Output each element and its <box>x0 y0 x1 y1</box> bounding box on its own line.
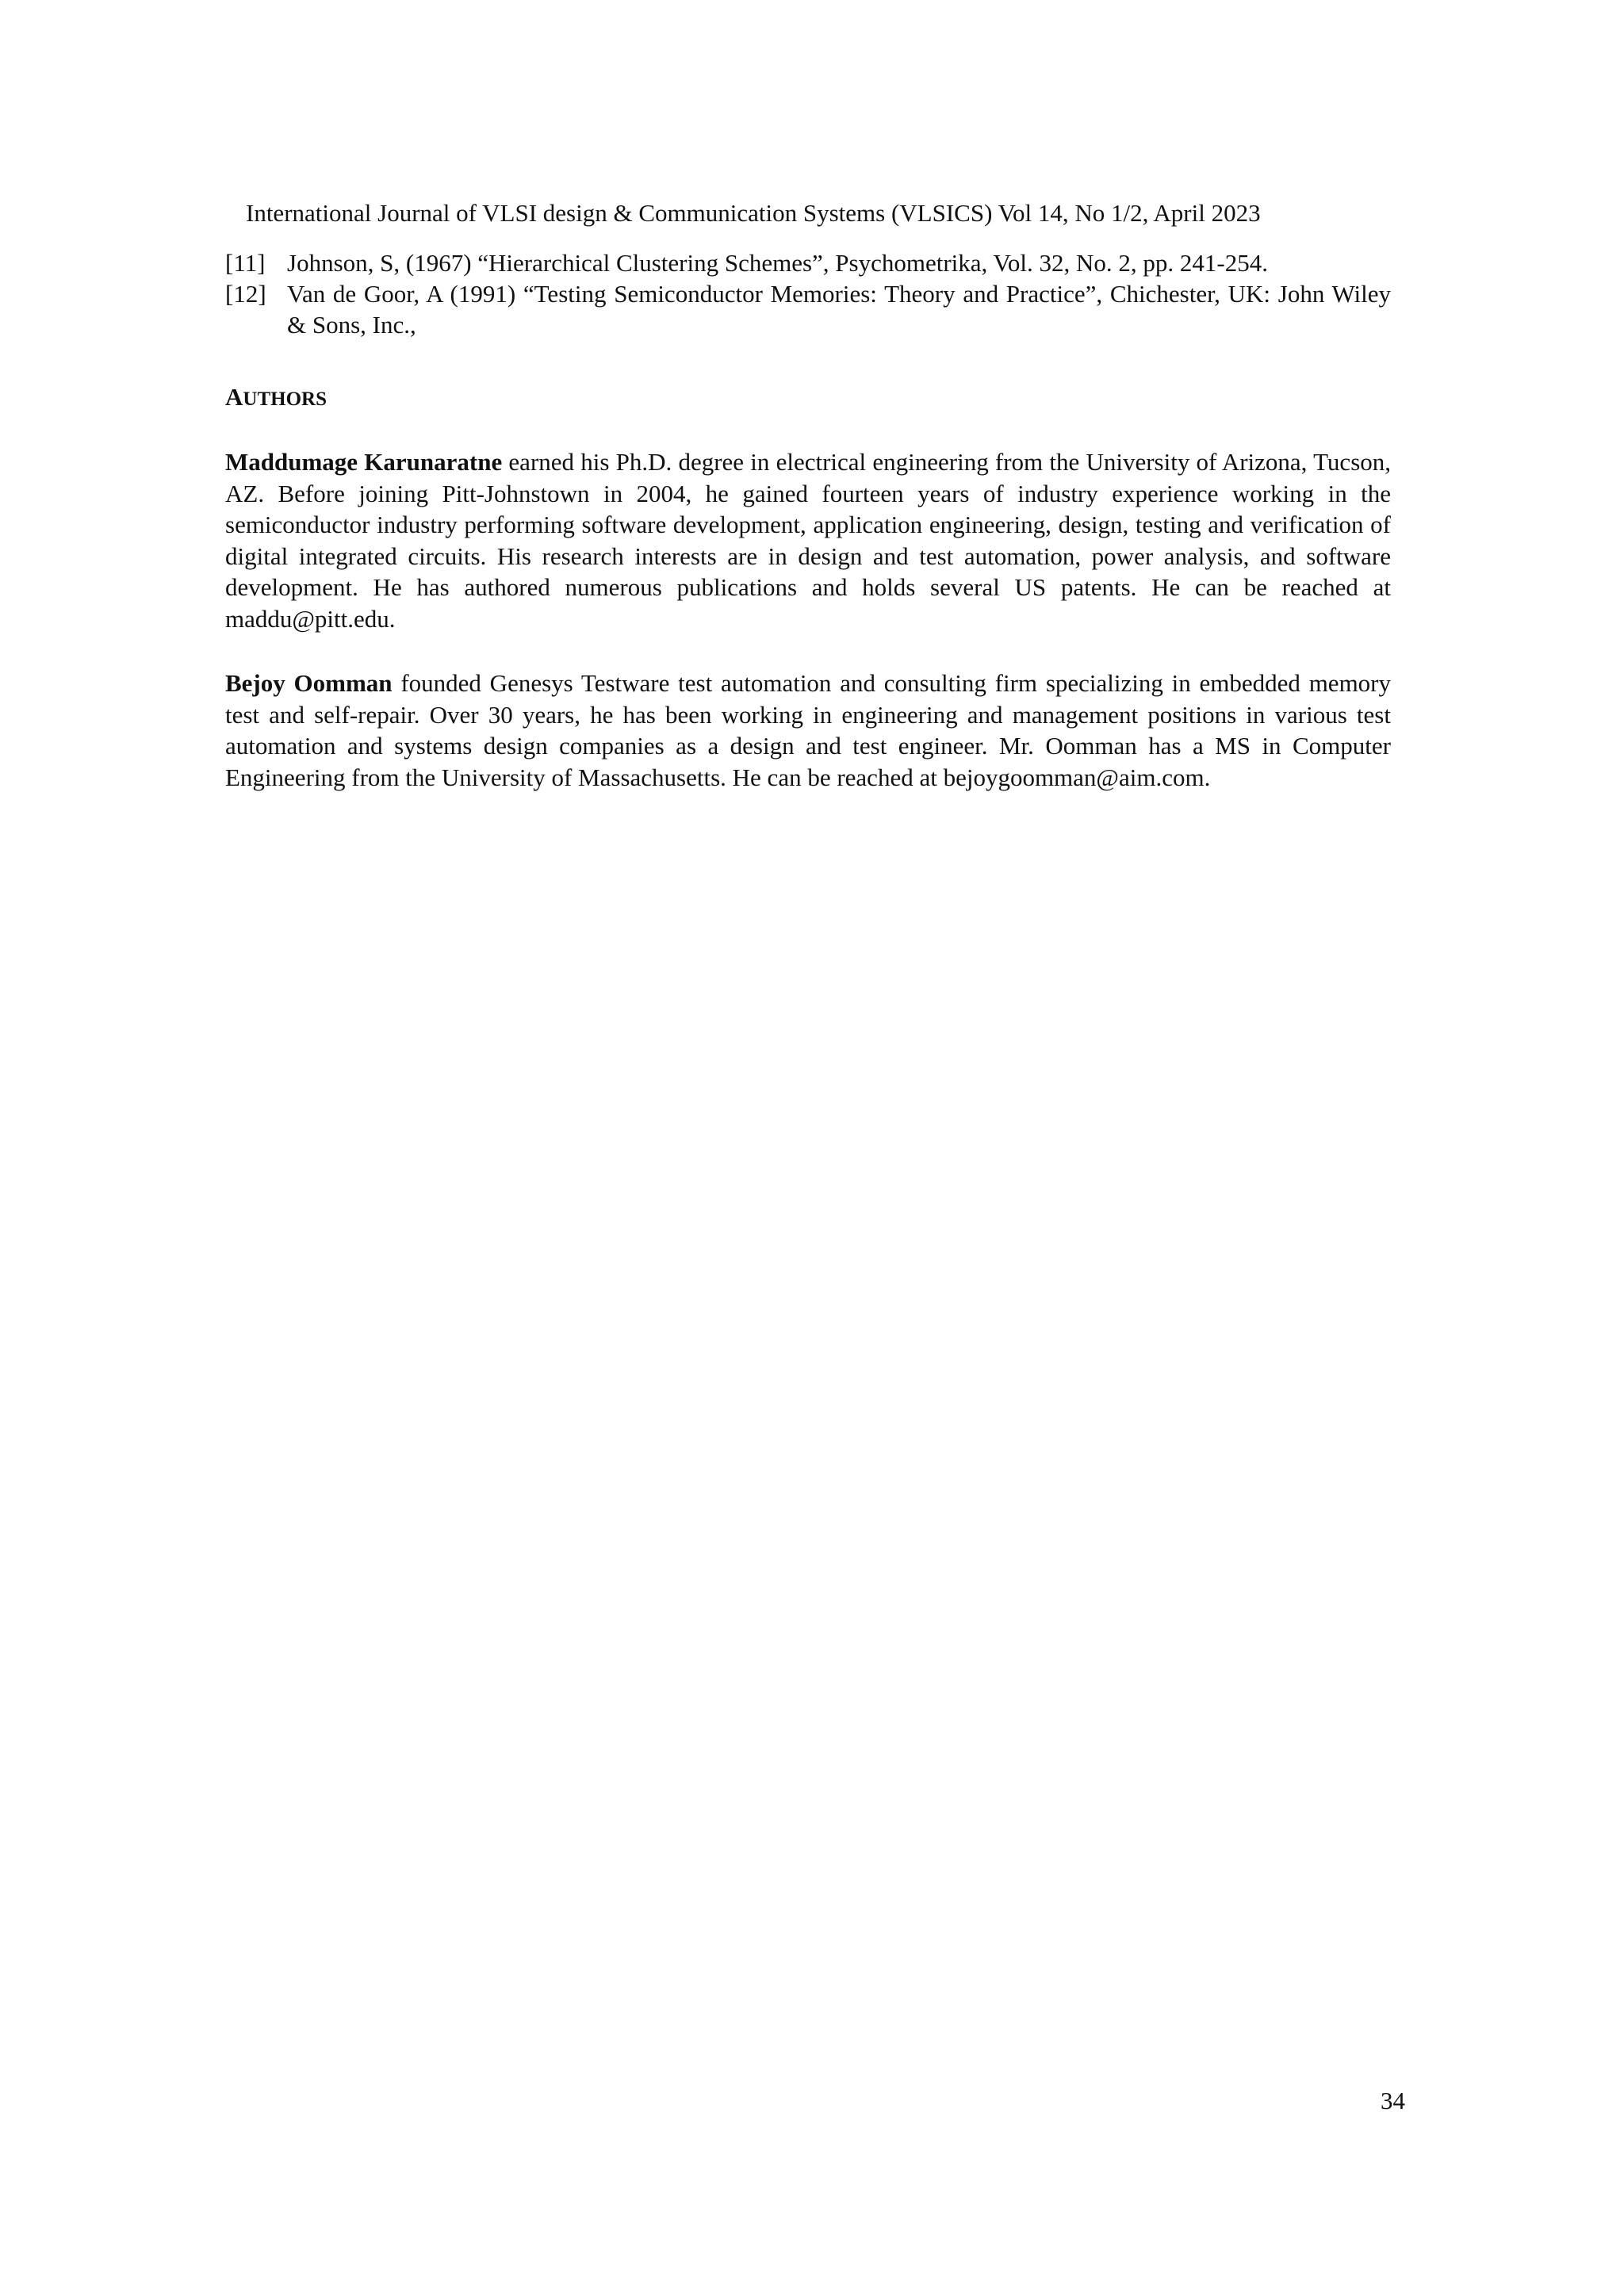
authors-heading-initial: A <box>225 383 243 411</box>
author-bio <box>225 446 1391 634</box>
author-bio-text: founded Genesys Testware test automation and consulting firm specializing in embedded memory test and self-repair. Over 30 years, he has been working in engineering and management positions in various test automation and systems design companies as a design and test engineer. Mr. Oomman has a MS in Computer Engineering from the University of Massachusetts. He can be reached at bejoygoomman@aim.com. <box>225 669 1392 791</box>
reference-text: Van de Goor, A (1991) “Testing Semiconductor Memories: Theory and Practice”, Chichester, UK: John Wiley & Sons, Inc., <box>287 280 1391 339</box>
author-name: Bejoy Oomman <box>225 669 393 697</box>
reference-item <box>225 247 1391 278</box>
author-name: Maddumage Karunaratne <box>225 448 503 476</box>
author-bio-text: earned his Ph.D. degree in electrical engineering from the University of Arizona, Tucson, AZ. Before joining Pitt-Johnstown in 2004, he gained fourteen years of industry experience working in the semiconductor industry performing software development, application engineering, design, testing and verification of digital integrated circuits. His research interests are in design and test automation, power analysis, and software development. He has authored numerous publications and holds several US patents. He can be reached at maddu@pitt.edu. <box>225 448 1392 633</box>
reference-text: Johnson, S, (1967) “Hierarchical Clustering Schemes”, Psychometrika, Vol. 32, No. 2, pp. 241-254. <box>287 249 1268 277</box>
authors-heading-rest: UTHORS <box>243 388 327 410</box>
reference-label: [11] <box>225 249 266 277</box>
reference-label: [12] <box>225 280 266 308</box>
author-bio <box>225 668 1391 793</box>
reference-item <box>225 278 1391 340</box>
running-header: International Journal of VLSI design & Communication Systems (VLSICS) Vol 14, No 1/2, April 2023 <box>246 199 1261 227</box>
reference-list <box>225 247 1391 340</box>
page-number: 34 <box>1381 2087 1405 2114</box>
authors-heading <box>225 381 327 415</box>
